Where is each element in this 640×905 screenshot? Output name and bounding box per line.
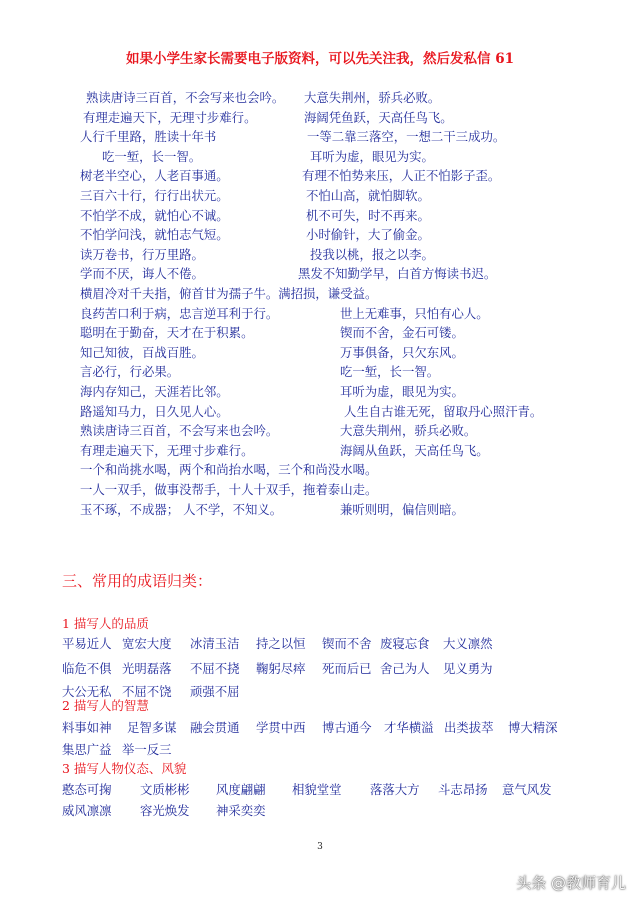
saying-right: 小时偷针，大了偷金。 [306, 227, 430, 243]
saying-left: 聪明在于勤奋，天才在于积累。 [80, 325, 254, 341]
idiom-item: 斗志昂扬 [438, 782, 488, 797]
idiom-item: 顽强不屈 [190, 684, 240, 699]
idiom-item: 神采奕奕 [216, 803, 266, 818]
saying-right: 不怕山高，就怕脚软。 [306, 188, 430, 203]
saying-right: 耳听为虚，眼见为实。 [310, 148, 434, 164]
idiom-item: 憨态可掬 [62, 782, 112, 797]
saying-left: 一人一双手，做事没帮手，十人十双手，拖着泰山走。 [80, 482, 378, 497]
idiom-item: 威风凛凛 [62, 803, 112, 818]
idiom-item: 冰清玉洁 [190, 636, 240, 651]
idiom-item: 落落大方 [370, 782, 420, 797]
watermark: 头条 @教师育儿 [516, 874, 626, 892]
saying-right: 黑发不知勤学早，白首方悔读书迟。 [298, 266, 497, 282]
saying-left: 吃一堑，长一智。 [102, 148, 202, 164]
idiom-item: 舍己为人 [380, 661, 430, 676]
idiom-item: 见义勇为 [443, 661, 493, 676]
saying-left: 熟读唐诗三百首，不会写来也会吟。 [80, 423, 279, 439]
saying-left: 言必行，行必果。 [80, 364, 180, 380]
idiom-item: 死而后已 [322, 661, 372, 676]
idiom-item: 临危不俱 [62, 661, 112, 676]
idiom-item: 博古通今 [322, 720, 372, 735]
group-title: 1 描写人的品质 [62, 616, 149, 631]
idiom-item: 博大精深 [508, 720, 558, 735]
section-title: 三、常用的成语归类： [62, 572, 213, 590]
saying-right: 大意失荆州，骄兵必败。 [340, 423, 477, 439]
saying-left: 路遥知马力，日久见人心。 [80, 403, 229, 419]
saying-left: 有理走遍天下，无理寸步难行。 [83, 109, 257, 125]
idiom-item: 容光焕发 [140, 803, 190, 818]
idiom-item: 持之以恒 [256, 636, 306, 651]
saying-left: 熟读唐诗三百首，不会写来也会吟。 [86, 90, 285, 105]
idiom-item: 才华横溢 [384, 720, 434, 735]
group-title: 2 描写人的智慧 [62, 698, 149, 713]
idiom-item: 风度翩翩 [216, 782, 266, 797]
page-header-notice: 如果小学生家长需要电子版资料，可以先关注我，然后发私信 61 [126, 51, 514, 67]
saying-left: 一个和尚挑水喝，两个和尚抬水喝，三个和尚没水喝。 [80, 462, 378, 478]
saying-left: 良药苦口利于病，忠言逆耳利于行。 [80, 305, 279, 321]
saying-right: 有理不怕势来压，人正不怕影子歪。 [302, 168, 501, 184]
idiom-item: 大义凛然 [443, 636, 493, 651]
saying-right: 万事俱备，只欠东风。 [340, 344, 464, 360]
saying-right: 海阔凭鱼跃，天高任鸟飞。 [304, 109, 453, 125]
saying-left: 人行千里路，胜读十年书 [80, 129, 217, 145]
idiom-item: 出类拔萃 [444, 720, 494, 735]
idiom-item: 鞠躬尽瘁 [256, 661, 306, 676]
idiom-item: 废寝忘食 [380, 636, 430, 651]
saying-right: 一等二靠三落空，一想二干三成功。 [307, 129, 506, 145]
saying-left: 三百六十行，行行出状元。 [80, 188, 229, 203]
saying-right: 吃一堑，长一智。 [340, 364, 440, 380]
idiom-item: 不屈不挠 [190, 661, 240, 676]
idiom-item: 不屈不饶 [122, 684, 172, 699]
idiom-item: 集思广益 [62, 742, 112, 757]
idiom-item: 足智多谋 [127, 720, 177, 735]
saying-left: 海内存知己，天涯若比邻。 [80, 384, 229, 399]
idiom-item: 意气风发 [502, 782, 552, 797]
saying-left: 横眉冷对千夫指，俯首甘为孺子牛。满招损，谦受益。 [80, 286, 378, 301]
group-title: 3 描写人物仪态、风貌 [62, 761, 187, 776]
saying-left: 读万卷书，行万里路。 [80, 246, 204, 262]
page-number: 3 [317, 842, 323, 852]
idiom-item: 锲而不舍 [322, 636, 372, 651]
idiom-item: 相貌堂堂 [292, 782, 342, 797]
saying-right: 大意失荆州，骄兵必败。 [304, 90, 441, 105]
idiom-item: 学贯中西 [256, 720, 306, 735]
saying-left: 玉不琢，不成器； 人不学，不知义。 [80, 501, 283, 517]
saying-left: 不怕学不成，就怕心不诚。 [80, 207, 229, 223]
saying-right: 锲而不舍，金石可镂。 [340, 325, 464, 341]
saying-left: 知己知彼，百战百胜。 [80, 344, 204, 360]
saying-right: 耳听为虚，眼见为实。 [340, 384, 464, 399]
saying-left: 不怕学问浅，就怕志气短。 [80, 227, 229, 243]
idiom-item: 平易近人 [62, 636, 112, 651]
idiom-item: 光明磊落 [122, 661, 172, 676]
idiom-item: 宽宏大度 [122, 636, 172, 651]
saying-right: 人生自古谁无死，留取丹心照汗青。 [344, 403, 543, 419]
saying-right: 投我以桃，报之以李。 [310, 246, 434, 262]
saying-right: 世上无难事，只怕有心人。 [340, 305, 489, 321]
saying-right: 兼听则明，偏信则暗。 [340, 501, 464, 517]
saying-right: 机不可失，时不再来。 [306, 207, 430, 223]
idiom-item: 料事如神 [62, 720, 112, 735]
idiom-item: 文质彬彬 [140, 782, 190, 797]
saying-left: 有理走遍天下，无理寸步难行。 [80, 442, 254, 458]
saying-left: 学而不厌，诲人不倦。 [80, 266, 204, 282]
saying-right: 海阔从鱼跃，天高任鸟飞。 [340, 442, 489, 458]
saying-left: 树老半空心，人老百事通。 [80, 168, 229, 184]
idiom-item: 举一反三 [122, 742, 172, 757]
idiom-item: 融会贯通 [190, 720, 240, 735]
idiom-item: 大公无私 [62, 684, 112, 699]
